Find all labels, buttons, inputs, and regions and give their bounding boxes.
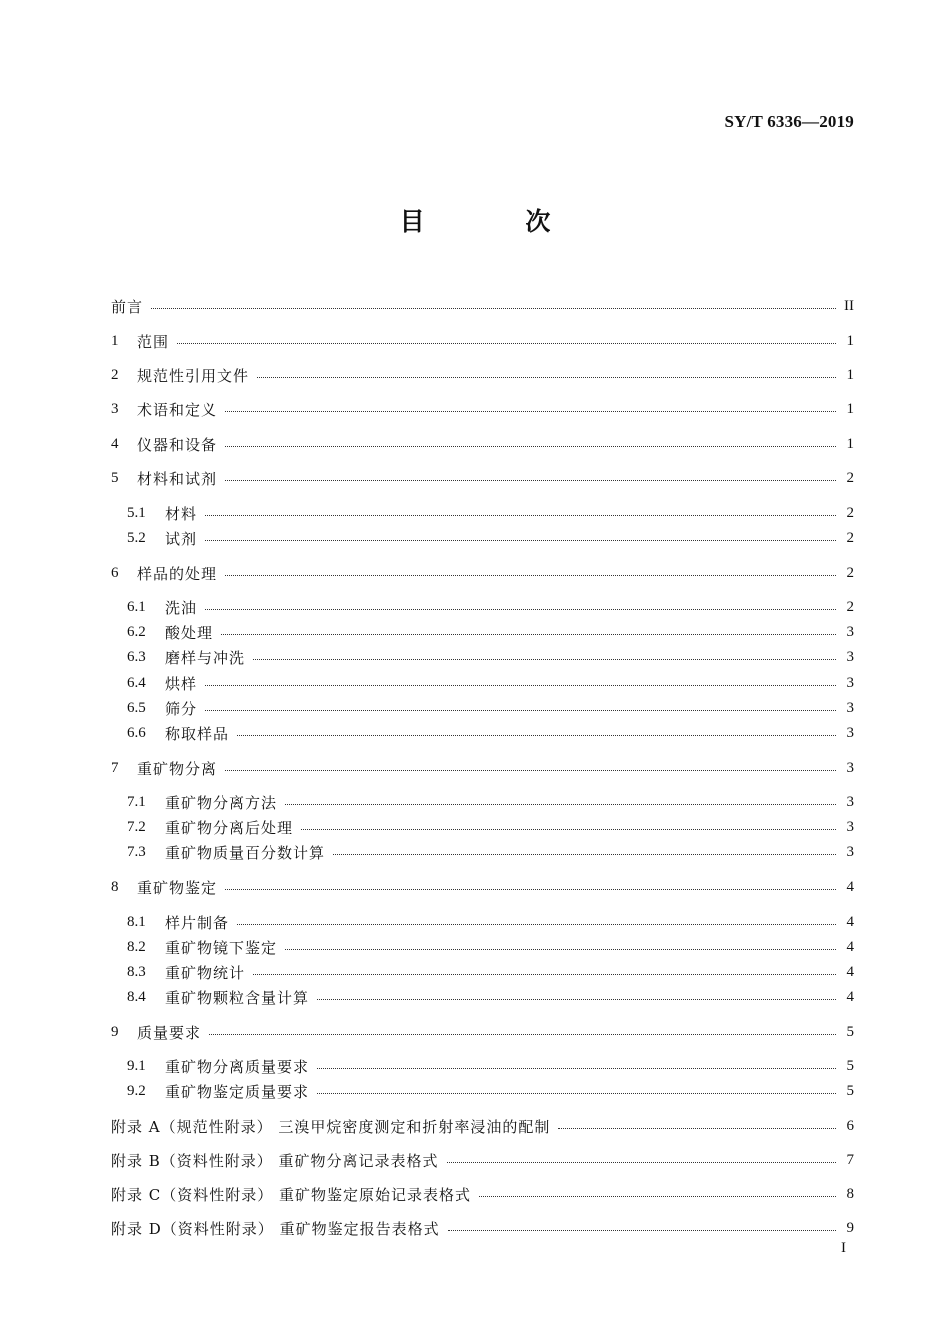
toc-entry-number: 5.2 — [127, 529, 146, 546]
toc-entry[interactable] — [111, 876, 854, 898]
toc-entry[interactable] — [111, 1149, 854, 1171]
toc-entry[interactable] — [127, 841, 854, 863]
toc-entry-page: 3 — [846, 793, 854, 810]
toc-entry-page: 8 — [846, 1185, 854, 1202]
toc-entry-label: 样片制备 — [165, 913, 230, 932]
toc-entry-page: 7 — [846, 1151, 854, 1168]
toc-entry-page: 9 — [846, 1219, 854, 1236]
dot-leader — [225, 411, 836, 412]
toc-entry-page: 3 — [846, 623, 854, 640]
toc-entry-label: 重矿物镜下鉴定 — [165, 938, 278, 957]
page-title: 目 次 — [399, 207, 597, 236]
toc-entry-number: 6.2 — [127, 623, 146, 640]
dot-leader — [253, 659, 836, 660]
toc-entry-number: 1 — [111, 332, 119, 349]
toc-entry-number: 7.3 — [127, 843, 146, 860]
toc-entry-number: 6.6 — [127, 724, 146, 741]
dot-leader — [257, 377, 836, 378]
toc-entry-label: 仪器和设备 — [137, 435, 218, 454]
dot-leader — [205, 515, 836, 516]
toc-entry[interactable] — [127, 1055, 854, 1077]
toc-entry-number: 6.3 — [127, 648, 146, 665]
toc-entry[interactable] — [127, 911, 854, 933]
dot-leader — [285, 949, 836, 950]
toc-entry-page: 1 — [846, 332, 854, 349]
toc-entry[interactable] — [111, 295, 854, 317]
dot-leader — [205, 540, 836, 541]
toc-entry-label: 材料 — [165, 504, 198, 523]
toc-entry-label: 重矿物鉴定 — [137, 878, 218, 897]
toc-entry-page: 4 — [846, 963, 854, 980]
toc-entry-label: 重矿物分离 — [137, 759, 218, 778]
dot-leader — [317, 1093, 836, 1094]
toc-entry-page: 2 — [846, 529, 854, 546]
toc-entry-label: 称取样品 — [165, 724, 230, 743]
dot-leader — [317, 1068, 836, 1069]
toc-entry-page: 1 — [846, 435, 854, 452]
toc-entry-number: 7 — [111, 759, 119, 776]
toc-entry-number: 3 — [111, 400, 119, 417]
dot-leader — [205, 710, 836, 711]
toc-entry-number: 8.3 — [127, 963, 146, 980]
toc-entry-label: 附录 C（资料性附录） 重矿物鉴定原始记录表格式 — [111, 1185, 472, 1204]
dot-leader — [225, 889, 836, 890]
toc-entry-page: 3 — [846, 674, 854, 691]
dot-leader — [225, 575, 836, 576]
footer-page-number: I — [841, 1240, 846, 1256]
toc-entry-label: 重矿物分离后处理 — [165, 818, 294, 837]
toc-entry[interactable] — [127, 596, 854, 618]
toc-entry[interactable] — [127, 1080, 854, 1102]
toc-entry-label: 酸处理 — [165, 623, 214, 642]
toc-entry[interactable] — [127, 621, 854, 643]
toc-entry-label: 烘样 — [165, 674, 198, 693]
toc-entry-number: 8.2 — [127, 938, 146, 955]
toc-entry[interactable] — [127, 986, 854, 1008]
toc-entry-number: 4 — [111, 435, 119, 452]
toc-entry-label: 附录 D（资料性附录） 重矿物鉴定报告表格式 — [111, 1219, 440, 1238]
dot-leader — [301, 829, 836, 830]
toc-entry-label: 前言 — [111, 297, 144, 316]
toc-entry-page: 1 — [846, 366, 854, 383]
toc-entry[interactable] — [111, 562, 854, 584]
toc-entry[interactable] — [127, 791, 854, 813]
toc-entry-label: 重矿物颗粒含量计算 — [165, 988, 310, 1007]
toc-entry-label: 磨样与冲洗 — [165, 648, 246, 667]
toc-entry-number: 8 — [111, 878, 119, 895]
toc-entry-number: 8.4 — [127, 988, 146, 1005]
dot-leader — [177, 343, 836, 344]
toc-entry[interactable] — [111, 330, 854, 352]
dot-leader — [333, 854, 836, 855]
toc-entry[interactable] — [127, 722, 854, 744]
toc-entry-number: 7.2 — [127, 818, 146, 835]
toc-entry-label: 规范性引用文件 — [137, 366, 250, 385]
toc-entry-page: 2 — [846, 598, 854, 615]
toc-entry[interactable] — [127, 527, 854, 549]
toc-entry-page: 3 — [846, 818, 854, 835]
toc-entry[interactable] — [127, 936, 854, 958]
toc-entry-page: 4 — [846, 938, 854, 955]
toc-entry-page: 5 — [846, 1082, 854, 1099]
dot-leader — [205, 685, 836, 686]
toc-entry-page: 2 — [846, 564, 854, 581]
toc-entry-label: 重矿物分离质量要求 — [165, 1057, 310, 1076]
toc-entry-page: 1 — [846, 400, 854, 417]
toc-entry-number: 5 — [111, 469, 119, 486]
toc-entry[interactable] — [111, 1021, 854, 1043]
toc-entry-label: 筛分 — [165, 699, 198, 718]
toc-entry-number: 9.1 — [127, 1057, 146, 1074]
dot-leader — [237, 924, 836, 925]
toc-entry[interactable] — [127, 816, 854, 838]
toc-entry-number: 6.5 — [127, 699, 146, 716]
toc-entry-number: 6.4 — [127, 674, 146, 691]
dot-leader — [225, 446, 836, 447]
dot-leader — [209, 1034, 836, 1035]
dot-leader — [448, 1230, 836, 1231]
toc-entry[interactable] — [111, 467, 854, 489]
toc-entry-number: 9.2 — [127, 1082, 146, 1099]
toc-entry-label: 术语和定义 — [137, 400, 218, 419]
toc-entry-page: 4 — [846, 913, 854, 930]
toc-entry-label: 试剂 — [165, 529, 198, 548]
toc-entry[interactable] — [111, 757, 854, 779]
dot-leader — [205, 609, 836, 610]
toc-entry[interactable] — [127, 502, 854, 524]
dot-leader — [285, 804, 836, 805]
toc-entry-label: 洗油 — [165, 598, 198, 617]
dot-leader — [225, 770, 836, 771]
dot-leader — [225, 480, 836, 481]
toc-entry-page: 3 — [846, 699, 854, 716]
toc-entry-page: 5 — [846, 1023, 854, 1040]
toc-entry-number: 6.1 — [127, 598, 146, 615]
standard-code: SY/T 6336—2019 — [724, 112, 854, 131]
toc-entry-label: 附录 B（资料性附录） 重矿物分离记录表格式 — [111, 1151, 439, 1170]
toc-entry-label: 重矿物鉴定质量要求 — [165, 1082, 310, 1101]
toc-entry[interactable] — [127, 961, 854, 983]
toc-entry-page: 3 — [846, 759, 854, 776]
toc-entry[interactable] — [127, 697, 854, 719]
toc-entry-page: 2 — [846, 469, 854, 486]
toc-entry-page: 3 — [846, 724, 854, 741]
toc-entry-label: 范围 — [137, 332, 170, 351]
toc-entry[interactable] — [111, 398, 854, 420]
toc-entry-label: 重矿物分离方法 — [165, 793, 278, 812]
toc-entry-label: 重矿物统计 — [165, 963, 246, 982]
toc-entry-page: 4 — [846, 878, 854, 895]
toc-entry-label: 质量要求 — [137, 1023, 202, 1042]
toc-entry[interactable] — [127, 672, 854, 694]
toc-entry-page: 5 — [846, 1057, 854, 1074]
toc-entry-label: 材料和试剂 — [137, 469, 218, 488]
toc-entry-page: 2 — [846, 504, 854, 521]
toc-entry-label: 重矿物质量百分数计算 — [165, 843, 326, 862]
toc-entry-number: 8.1 — [127, 913, 146, 930]
toc-entry-number: 2 — [111, 366, 119, 383]
toc-entry-page: 4 — [846, 988, 854, 1005]
toc-entry[interactable] — [127, 646, 854, 668]
toc-entry[interactable] — [111, 1217, 854, 1239]
dot-leader — [558, 1128, 836, 1129]
dot-leader — [253, 974, 836, 975]
toc-entry-number: 7.1 — [127, 793, 146, 810]
dot-leader — [237, 735, 836, 736]
toc-entry-page: II — [844, 297, 854, 314]
toc-entry-page: 3 — [846, 648, 854, 665]
toc-entry[interactable] — [111, 1115, 854, 1137]
toc-entry-label: 样品的处理 — [137, 564, 218, 583]
toc-entry-number: 9 — [111, 1023, 119, 1040]
toc-entry-page: 3 — [846, 843, 854, 860]
toc-entry-label: 附录 A（规范性附录） 三溴甲烷密度测定和折射率浸油的配制 — [111, 1117, 551, 1136]
toc-entry-number: 5.1 — [127, 504, 146, 521]
toc-entry[interactable] — [111, 433, 854, 455]
dot-leader — [151, 308, 836, 309]
dot-leader — [479, 1196, 836, 1197]
dot-leader — [221, 634, 836, 635]
toc-entry[interactable] — [111, 1183, 854, 1205]
toc-entry[interactable] — [111, 364, 854, 386]
dot-leader — [317, 999, 836, 1000]
toc-entry-number: 6 — [111, 564, 119, 581]
toc-entry-page: 6 — [846, 1117, 854, 1134]
dot-leader — [447, 1162, 836, 1163]
